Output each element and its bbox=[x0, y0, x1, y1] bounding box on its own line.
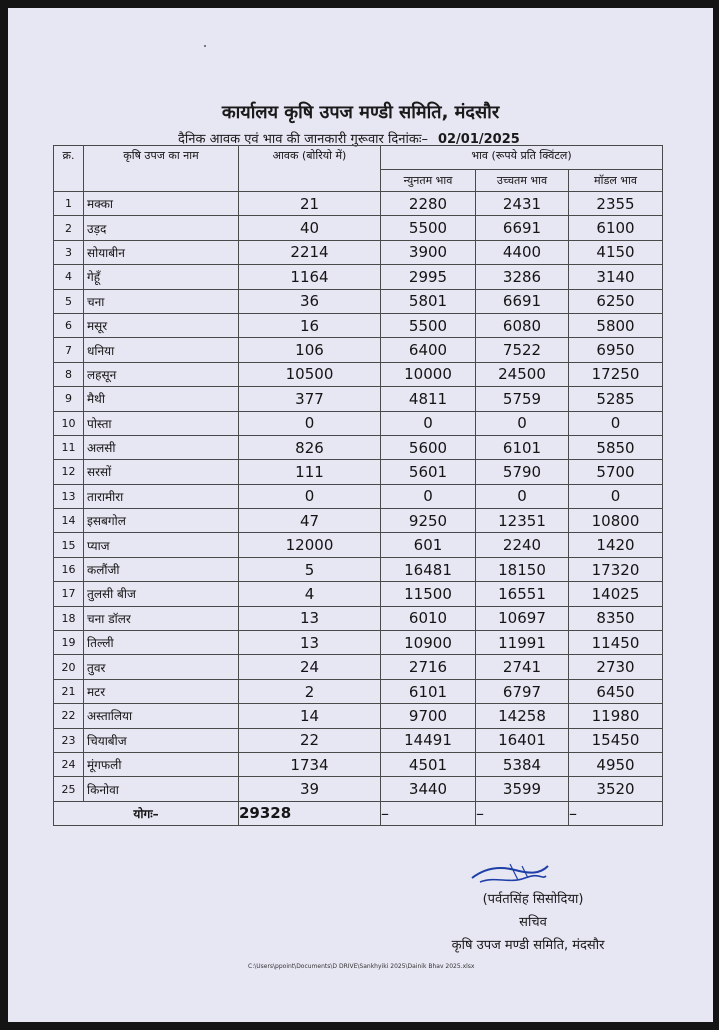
cell-name: अस्तालिया bbox=[84, 704, 239, 728]
cell-model: 11450 bbox=[569, 631, 663, 655]
cell-sn: 7 bbox=[54, 338, 84, 362]
file-path: C:\Users\ppoint\Documents\D DRIVE\Sankhyiki 2025\Dainik Bhav 2025.xlsx bbox=[248, 963, 475, 970]
cell-min: 4501 bbox=[381, 752, 476, 776]
total-arrival: 29328 bbox=[239, 801, 381, 825]
cell-name: सरसों bbox=[84, 460, 239, 484]
cell-arrival: 22 bbox=[239, 728, 381, 752]
cell-arrival: 12000 bbox=[239, 533, 381, 557]
cell-name: तिल्ली bbox=[84, 631, 239, 655]
cell-name: गेहूँ bbox=[84, 265, 239, 289]
cell-max: 11991 bbox=[476, 631, 569, 655]
cell-model: 3520 bbox=[569, 777, 663, 801]
cell-name: तारामीरा bbox=[84, 484, 239, 508]
cell-arrival: 36 bbox=[239, 289, 381, 313]
cell-min: 2280 bbox=[381, 192, 476, 216]
header-model-price: मॉडल भाव bbox=[569, 170, 663, 192]
table-row bbox=[54, 582, 663, 606]
cell-sn: 2 bbox=[54, 216, 84, 240]
cell-arrival: 40 bbox=[239, 216, 381, 240]
table-row bbox=[54, 362, 663, 386]
cell-arrival: 5 bbox=[239, 557, 381, 581]
cell-arrival: 111 bbox=[239, 460, 381, 484]
cell-arrival: 10500 bbox=[239, 362, 381, 386]
cell-sn: 17 bbox=[54, 582, 84, 606]
cell-arrival: 14 bbox=[239, 704, 381, 728]
table-row bbox=[54, 777, 663, 801]
cell-model: 5285 bbox=[569, 387, 663, 411]
cell-min: 11500 bbox=[381, 582, 476, 606]
cell-max: 5790 bbox=[476, 460, 569, 484]
subtitle-text: दैनिक आवक एवं भाव की जानकारी गुरूवार दिनांकः– bbox=[178, 132, 428, 147]
cell-model: 11980 bbox=[569, 704, 663, 728]
cell-name: तुलसी बीज bbox=[84, 582, 239, 606]
cell-max: 10697 bbox=[476, 606, 569, 630]
cell-arrival: 24 bbox=[239, 655, 381, 679]
header-name: कृषि उपज का नाम bbox=[84, 146, 239, 192]
cell-min: 10000 bbox=[381, 362, 476, 386]
cell-sn: 12 bbox=[54, 460, 84, 484]
signatory-name: (पर्वतसिंह सिसोदिया) bbox=[482, 892, 584, 907]
cell-name: उड़द bbox=[84, 216, 239, 240]
cell-sn: 4 bbox=[54, 265, 84, 289]
cell-min: 5601 bbox=[381, 460, 476, 484]
cell-arrival: 2 bbox=[239, 679, 381, 703]
cell-arrival: 13 bbox=[239, 631, 381, 655]
cell-name: चना डॉलर bbox=[84, 606, 239, 630]
table-row bbox=[54, 265, 663, 289]
cell-name: सोयाबीन bbox=[84, 240, 239, 264]
cell-min: 5500 bbox=[381, 216, 476, 240]
cell-model: 5850 bbox=[569, 435, 663, 459]
header-arrival: आवक (बोरियो में) bbox=[239, 146, 381, 192]
cell-sn: 24 bbox=[54, 752, 84, 776]
cell-arrival: 826 bbox=[239, 435, 381, 459]
cell-name: तुवर bbox=[84, 655, 239, 679]
cell-max: 2240 bbox=[476, 533, 569, 557]
cell-model: 6950 bbox=[569, 338, 663, 362]
document-page bbox=[8, 8, 713, 1022]
cell-min: 5500 bbox=[381, 313, 476, 337]
cell-model: 1420 bbox=[569, 533, 663, 557]
cell-name: पोस्ता bbox=[84, 411, 239, 435]
header-sn: क्र. bbox=[54, 146, 84, 192]
cell-model: 0 bbox=[569, 411, 663, 435]
speck bbox=[204, 45, 206, 47]
cell-sn: 18 bbox=[54, 606, 84, 630]
cell-min: 5801 bbox=[381, 289, 476, 313]
cell-min: 3900 bbox=[381, 240, 476, 264]
total-max: – bbox=[476, 801, 569, 825]
cell-sn: 21 bbox=[54, 679, 84, 703]
table-row bbox=[54, 728, 663, 752]
cell-min: 6010 bbox=[381, 606, 476, 630]
cell-sn: 16 bbox=[54, 557, 84, 581]
cell-arrival: 0 bbox=[239, 484, 381, 508]
cell-max: 0 bbox=[476, 411, 569, 435]
cell-model: 2355 bbox=[569, 192, 663, 216]
table-row bbox=[54, 606, 663, 630]
cell-arrival: 0 bbox=[239, 411, 381, 435]
cell-sn: 23 bbox=[54, 728, 84, 752]
cell-arrival: 4 bbox=[239, 582, 381, 606]
table-row bbox=[54, 240, 663, 264]
cell-min: 14491 bbox=[381, 728, 476, 752]
cell-name: धनिया bbox=[84, 338, 239, 362]
cell-model: 0 bbox=[569, 484, 663, 508]
cell-model: 2730 bbox=[569, 655, 663, 679]
cell-sn: 10 bbox=[54, 411, 84, 435]
cell-min: 5600 bbox=[381, 435, 476, 459]
cell-max: 6691 bbox=[476, 216, 569, 240]
table-row bbox=[54, 313, 663, 337]
cell-sn: 5 bbox=[54, 289, 84, 313]
table-row bbox=[54, 216, 663, 240]
signatory-organization: कृषि उपज मण्डी समिति, मंदसौर bbox=[451, 938, 605, 953]
table-row bbox=[54, 192, 663, 216]
cell-model: 6100 bbox=[569, 216, 663, 240]
price-table bbox=[53, 145, 663, 826]
cell-max: 3286 bbox=[476, 265, 569, 289]
cell-arrival: 13 bbox=[239, 606, 381, 630]
total-model: – bbox=[569, 801, 663, 825]
cell-sn: 22 bbox=[54, 704, 84, 728]
cell-arrival: 1734 bbox=[239, 752, 381, 776]
cell-name: कलौंजी bbox=[84, 557, 239, 581]
cell-arrival: 1164 bbox=[239, 265, 381, 289]
cell-min: 2995 bbox=[381, 265, 476, 289]
table-row bbox=[54, 533, 663, 557]
cell-max: 24500 bbox=[476, 362, 569, 386]
cell-min: 10900 bbox=[381, 631, 476, 655]
cell-max: 18150 bbox=[476, 557, 569, 581]
cell-min: 3440 bbox=[381, 777, 476, 801]
table-row bbox=[54, 631, 663, 655]
header-price-group: भाव (रूपये प्रति क्विंटल) bbox=[381, 146, 663, 170]
cell-arrival: 16 bbox=[239, 313, 381, 337]
cell-min: 2716 bbox=[381, 655, 476, 679]
table-row bbox=[54, 387, 663, 411]
table-row bbox=[54, 484, 663, 508]
cell-sn: 8 bbox=[54, 362, 84, 386]
cell-sn: 9 bbox=[54, 387, 84, 411]
cell-max: 0 bbox=[476, 484, 569, 508]
cell-arrival: 21 bbox=[239, 192, 381, 216]
cell-name: मसूर bbox=[84, 313, 239, 337]
report-date: 02/01/2025 bbox=[437, 132, 520, 147]
cell-min: 6101 bbox=[381, 679, 476, 703]
cell-name: किनोवा bbox=[84, 777, 239, 801]
cell-name: अलसी bbox=[84, 435, 239, 459]
cell-model: 14025 bbox=[569, 582, 663, 606]
cell-model: 4150 bbox=[569, 240, 663, 264]
table-row bbox=[54, 752, 663, 776]
cell-model: 4950 bbox=[569, 752, 663, 776]
signature-mark bbox=[470, 860, 550, 890]
cell-sn: 14 bbox=[54, 509, 84, 533]
cell-min: 0 bbox=[381, 411, 476, 435]
cell-model: 10800 bbox=[569, 509, 663, 533]
cell-max: 2431 bbox=[476, 192, 569, 216]
cell-max: 5384 bbox=[476, 752, 569, 776]
cell-min: 16481 bbox=[381, 557, 476, 581]
cell-max: 6080 bbox=[476, 313, 569, 337]
signatory-designation: सचिव bbox=[519, 915, 547, 930]
cell-name: मैथी bbox=[84, 387, 239, 411]
cell-max: 12351 bbox=[476, 509, 569, 533]
cell-name: इसबगोल bbox=[84, 509, 239, 533]
total-row bbox=[54, 801, 663, 825]
cell-max: 3599 bbox=[476, 777, 569, 801]
header-max-price: उच्चतम भाव bbox=[476, 170, 569, 192]
cell-min: 601 bbox=[381, 533, 476, 557]
cell-sn: 1 bbox=[54, 192, 84, 216]
cell-model: 17250 bbox=[569, 362, 663, 386]
table-row bbox=[54, 411, 663, 435]
cell-min: 0 bbox=[381, 484, 476, 508]
cell-max: 14258 bbox=[476, 704, 569, 728]
table-row bbox=[54, 704, 663, 728]
cell-sn: 3 bbox=[54, 240, 84, 264]
cell-model: 8350 bbox=[569, 606, 663, 630]
cell-model: 5800 bbox=[569, 313, 663, 337]
cell-max: 4400 bbox=[476, 240, 569, 264]
cell-max: 6101 bbox=[476, 435, 569, 459]
cell-model: 5700 bbox=[569, 460, 663, 484]
cell-min: 6400 bbox=[381, 338, 476, 362]
cell-max: 16401 bbox=[476, 728, 569, 752]
cell-sn: 20 bbox=[54, 655, 84, 679]
cell-arrival: 106 bbox=[239, 338, 381, 362]
cell-model: 3140 bbox=[569, 265, 663, 289]
cell-sn: 15 bbox=[54, 533, 84, 557]
table-row bbox=[54, 557, 663, 581]
total-min: – bbox=[381, 801, 476, 825]
table-row bbox=[54, 509, 663, 533]
cell-model: 17320 bbox=[569, 557, 663, 581]
cell-sn: 11 bbox=[54, 435, 84, 459]
cell-name: लहसून bbox=[84, 362, 239, 386]
table-row bbox=[54, 460, 663, 484]
cell-arrival: 39 bbox=[239, 777, 381, 801]
table-row bbox=[54, 655, 663, 679]
signature-block bbox=[418, 888, 648, 957]
cell-min: 4811 bbox=[381, 387, 476, 411]
cell-arrival: 47 bbox=[239, 509, 381, 533]
cell-name: मूंगफली bbox=[84, 752, 239, 776]
table-row bbox=[54, 338, 663, 362]
total-label: योगः– bbox=[54, 801, 239, 825]
cell-max: 7522 bbox=[476, 338, 569, 362]
cell-max: 16551 bbox=[476, 582, 569, 606]
table-row bbox=[54, 289, 663, 313]
cell-name: मक्का bbox=[84, 192, 239, 216]
cell-min: 9250 bbox=[381, 509, 476, 533]
cell-max: 2741 bbox=[476, 655, 569, 679]
cell-sn: 25 bbox=[54, 777, 84, 801]
cell-sn: 13 bbox=[54, 484, 84, 508]
table-row bbox=[54, 679, 663, 703]
cell-model: 6250 bbox=[569, 289, 663, 313]
cell-sn: 6 bbox=[54, 313, 84, 337]
table-row bbox=[54, 435, 663, 459]
cell-name: चियाबीज bbox=[84, 728, 239, 752]
cell-sn: 19 bbox=[54, 631, 84, 655]
cell-model: 15450 bbox=[569, 728, 663, 752]
cell-min: 9700 bbox=[381, 704, 476, 728]
header-min-price: न्युनतम भाव bbox=[381, 170, 476, 192]
cell-arrival: 2214 bbox=[239, 240, 381, 264]
cell-name: प्याज bbox=[84, 533, 239, 557]
cell-name: मटर bbox=[84, 679, 239, 703]
cell-model: 6450 bbox=[569, 679, 663, 703]
cell-name: चना bbox=[84, 289, 239, 313]
cell-max: 5759 bbox=[476, 387, 569, 411]
cell-max: 6691 bbox=[476, 289, 569, 313]
page-title: कार्यालय कृषि उपज मण्डी समिति, मंदसौर bbox=[221, 102, 500, 123]
cell-arrival: 377 bbox=[239, 387, 381, 411]
cell-max: 6797 bbox=[476, 679, 569, 703]
